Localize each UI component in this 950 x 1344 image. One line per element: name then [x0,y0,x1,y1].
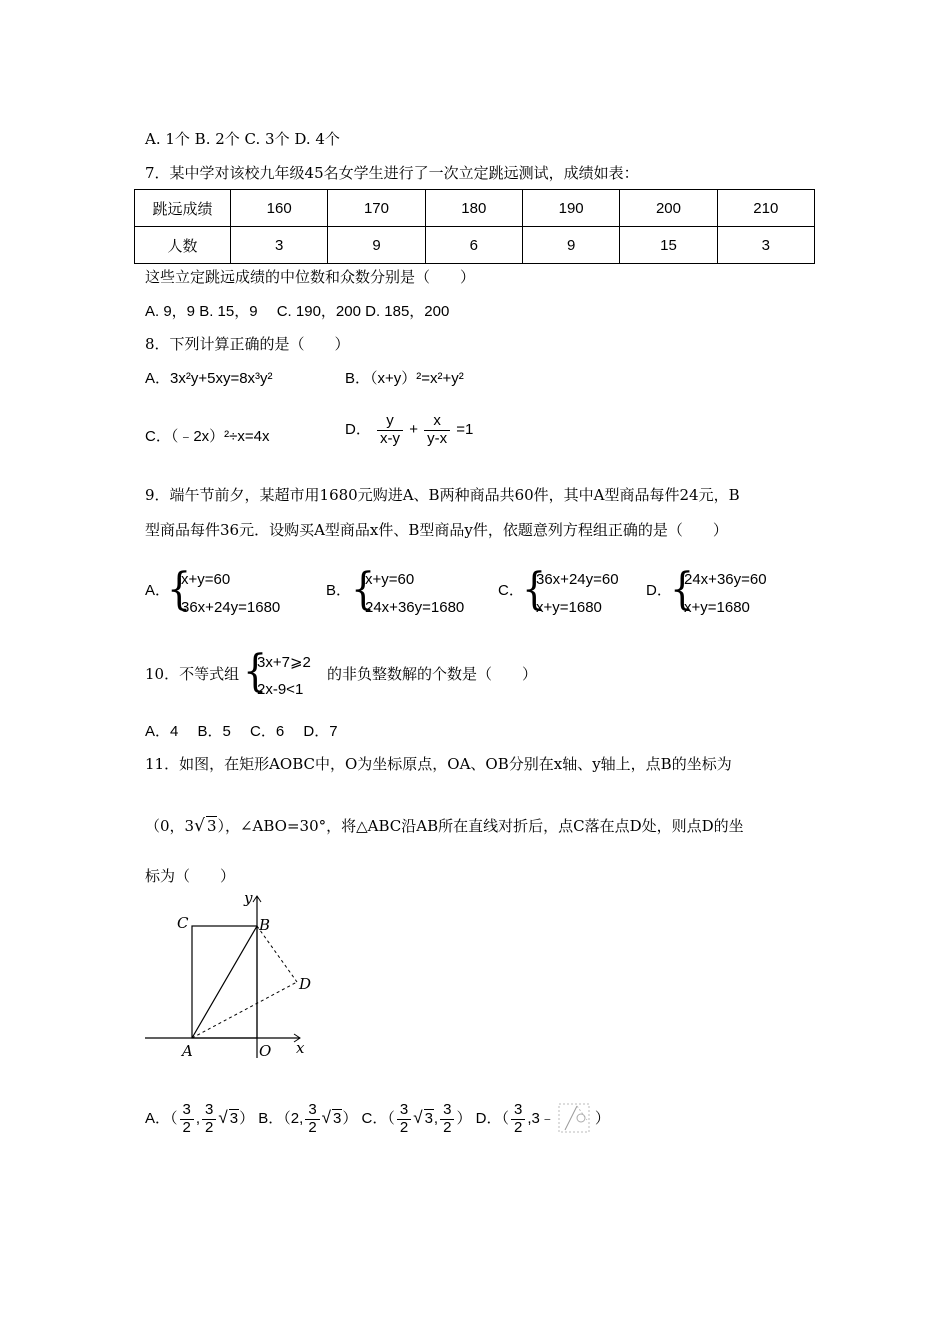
denominator: 2 [513,1118,523,1136]
label-o: O [259,1042,272,1060]
numerator: 3 [202,1102,216,1120]
fraction [424,413,450,447]
q11-line-1: 11．如图，在矩形AOBC中，O为坐标原点，OA、OB分别在x轴、y轴上，点B的坐标为 [145,755,732,773]
q8-option-a: A．3x²y+5xy=8x³y² [145,370,273,387]
paren-open: （ [501,1109,509,1127]
label-a: A [182,1042,193,1060]
q9-line-2: 型商品每件36元．设购买A型商品x件、B型商品y件，依题意列方程组正确的是（ ） [145,521,728,539]
q8-option-c: C．（﹣2x）²÷x=4x [145,428,270,445]
label-c: C [177,914,189,932]
paren-close: ） [456,1109,472,1127]
equation: 24x+36y=60 [684,571,767,588]
equation: 36x+24y=1680 [181,599,281,616]
table-header: 跳远成绩 [135,190,231,227]
q9-line-1: 9．端午节前夕，某超市用1680元购进A、B两种商品共60件，其中A型商品每件24元，B [145,486,740,504]
table-cell: 180 [425,190,522,227]
table-cell: 160 [231,190,328,227]
broken-image-icon [555,1100,595,1138]
q11-options [145,1100,610,1138]
table-cell: 15 [620,227,717,264]
denominator: 2 [182,1118,191,1136]
radicand: 3 [333,1109,342,1127]
q7-options: A. 9，9 B. 15，9 C. 190，200 D. 185，200 [145,303,450,320]
option-label: C． [361,1109,388,1127]
value: 3﹣ [531,1109,555,1127]
sqrt-icon: √ [413,1107,423,1127]
equation: x+y=1680 [684,599,750,616]
equation: x+y=60 [365,571,415,588]
table-cell: 9 [328,227,425,264]
numerator: 3 [511,1102,525,1120]
brace-icon: { [351,563,376,615]
option-label: D． [475,1109,502,1127]
q8-stem: 8．下列计算正确的是（ ） [145,335,350,353]
inequality: 2x-9<1 [257,681,304,698]
comma: , [299,1109,304,1127]
q10-options: A．4 B．5 C．6 D．7 [145,723,338,740]
text: ），∠ABO=30°，将△ABC沿AB所在直线对折后，点C落在点D处，则点D的坐 [217,817,744,835]
denominator: 2 [205,1118,214,1136]
option-label: A． [145,1109,171,1127]
equation: 24x+36y=1680 [365,599,465,616]
numerator: 3 [180,1102,194,1120]
label-d: D [299,975,312,993]
comma: , [433,1109,439,1127]
numerator: x [424,413,450,431]
table-cell: 210 [717,190,814,227]
denominator: 2 [443,1118,452,1136]
radicand: 3 [424,1109,433,1127]
q9-option-a-system [167,563,317,625]
fraction [180,1102,194,1136]
numerator: 3 [440,1102,454,1120]
q11-line-3: 标为（ ） [145,867,236,885]
radicand: 3 [206,817,217,835]
fraction [377,413,403,447]
q7-score-table [134,189,815,264]
denominator: x-y [380,429,401,447]
equation: x+y=60 [181,571,231,588]
value: 2 [290,1109,300,1127]
table-cell: 200 [620,190,717,227]
brace-icon: { [167,563,192,615]
label-y: y [244,889,253,907]
numerator: y [377,413,403,431]
numerator: 3 [305,1102,319,1120]
q9-option-d-label: D． [646,582,672,599]
numerator: 3 [397,1102,411,1120]
brace-icon: { [522,563,547,615]
q11-line-2 [145,815,744,836]
table-cell: 3 [717,227,814,264]
sqrt-icon: √ [321,1107,331,1127]
q10-inequality-system [243,645,333,707]
paren-close: ） [342,1109,358,1127]
fraction [397,1102,411,1136]
segment-bd [257,926,297,982]
equals-one: =1 [456,420,474,438]
table-row [135,227,815,264]
comma: , [527,1109,532,1127]
q10-prefix: 10．不等式组 [145,665,240,683]
paren-close: ） [239,1109,255,1127]
q9-option-c-label: C． [498,582,524,599]
table-header: 人数 [135,227,231,264]
paren-open: （ [170,1109,178,1127]
q9-option-a-label: A． [145,582,171,599]
label-x: x [296,1039,305,1057]
fraction [440,1102,454,1136]
fraction [305,1102,319,1136]
denominator: 2 [308,1118,317,1136]
inequality: 3x+7⩾2 [257,654,311,671]
table-cell: 3 [231,227,328,264]
q6-options: A. 1个 B. 2个 C. 3个 D. 4个 [145,130,340,148]
table-cell: 170 [328,190,425,227]
q9-option-d-system [670,563,800,625]
q9-option-b-label: B． [326,582,352,599]
q8-option-b: B．（x+y）²=x²+y² [345,370,464,387]
paren-open: （ [387,1109,395,1127]
comma: , [195,1109,201,1127]
radicand: 3 [229,1109,239,1127]
paren-open: （ [283,1109,291,1127]
equation: 36x+24y=60 [536,571,619,588]
brace-icon: { [670,563,695,615]
denominator: 2 [399,1118,409,1136]
sqrt-icon: √ [194,816,205,836]
q9-option-b-system [351,563,501,625]
fraction [202,1102,216,1136]
text: （0，3 [145,817,195,835]
option-label: D． [345,420,371,438]
q9-option-c-system [522,563,652,625]
paren-close: ） [594,1109,610,1127]
fraction [511,1102,525,1136]
q8-option-d [345,413,473,447]
table-cell: 9 [522,227,619,264]
table-row [135,190,815,227]
equation: x+y=1680 [536,599,602,616]
q10-suffix: 的非负整数解的个数是（ ） [327,665,538,683]
q7-question: 这些立定跳远成绩的中位数和众数分别是（ ） [145,268,476,286]
plus-sign: + [409,420,418,438]
table-cell: 6 [425,227,522,264]
brace-icon: { [243,645,268,697]
sqrt-icon: √ [218,1107,228,1127]
denominator: y-x [427,429,448,447]
q11-figure [140,888,330,1068]
table-cell: 190 [522,190,619,227]
label-b: B [259,916,271,934]
option-label: B． [258,1109,284,1127]
q7-stem: 7．某中学对该校九年级45名女学生进行了一次立定跳远测试，成绩如表： [145,164,639,182]
